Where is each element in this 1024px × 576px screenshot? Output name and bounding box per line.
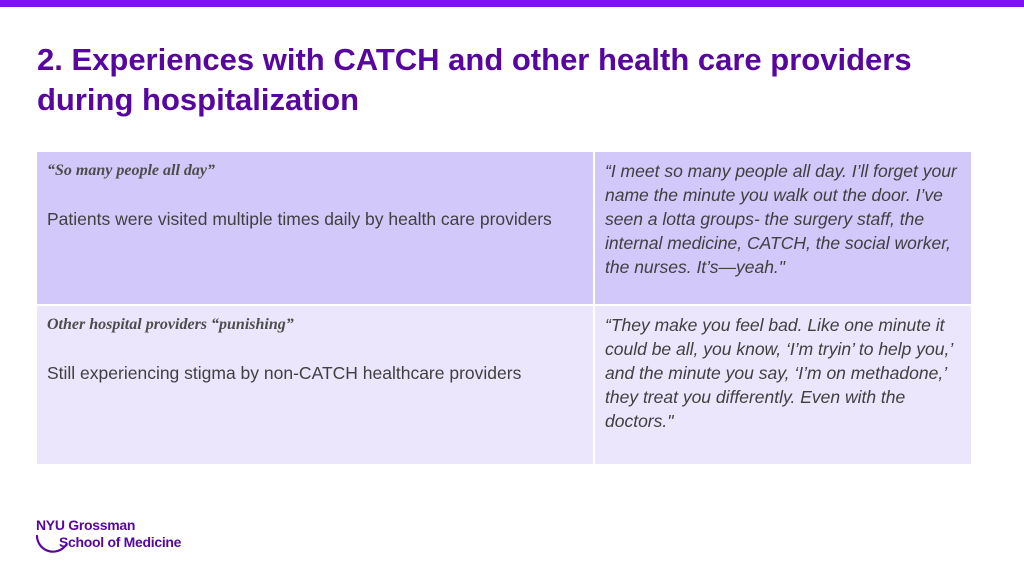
quote-cell xyxy=(594,152,971,305)
participant-quote: “I meet so many people all day. I’ll forget your name the minute you walk out the door. I’ve seen a lotta groups- the surgery staff, the internal medicine, CATCH, the social worker, the nurses. It’s—yeah." xyxy=(605,161,957,277)
logo-line-1: NYU Grossman xyxy=(36,517,136,533)
theme-cell xyxy=(37,305,594,465)
slide-title: 2. Experiences with CATCH and other health care providers during hospitalization xyxy=(37,42,912,117)
participant-quote: “They make you feel bad. Like one minute it could be all, you know, ‘I’m tryin’ to help you,’ and the minute you say, ‘I’m on methadone,’ they treat you differently. Even with the doctors." xyxy=(605,315,953,431)
theme-description: Still experiencing stigma by non-CATCH healthcare providers xyxy=(47,363,522,383)
theme-name: Other hospital providers “punishing” xyxy=(47,316,294,333)
logo-line-2: School of Medicine xyxy=(59,534,182,550)
themes-table xyxy=(37,152,971,466)
table-row xyxy=(37,305,971,465)
nyu-grossman-logo xyxy=(32,514,192,554)
table-row xyxy=(37,152,971,305)
theme-description: Patients were visited multiple times daily by health care providers xyxy=(47,209,552,229)
theme-name: “So many people all day” xyxy=(47,162,215,179)
top-accent-bar xyxy=(0,0,1024,7)
theme-cell xyxy=(37,152,594,305)
quote-cell xyxy=(594,305,971,465)
